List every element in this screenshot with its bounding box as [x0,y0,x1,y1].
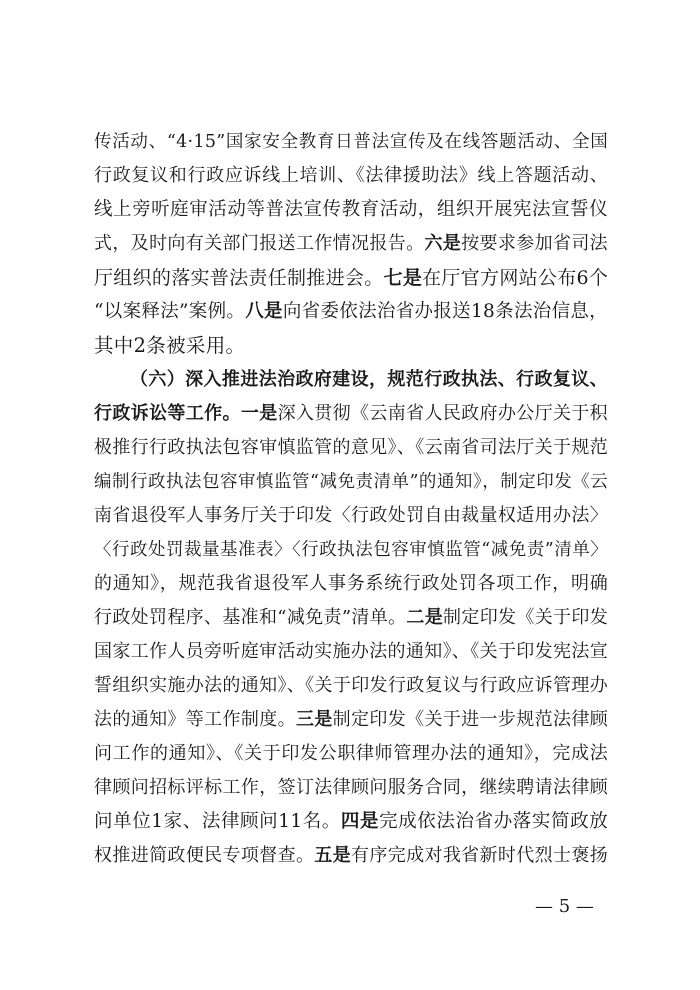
bold-marker: 八是 [245,301,283,322]
text-span: 的通知》，规范我省退役军人事务系统行政处罚各项工作，明确 [94,573,608,594]
text-span: 有序完成对我省新时代烈士褒扬 [351,845,608,866]
text-line [94,398,608,430]
text-span: 式，及时向有关部门报送工作情况报告。 [94,233,425,254]
text-line [94,636,608,668]
text-line [94,432,608,464]
text-line [94,806,608,838]
text-line [94,534,608,566]
bold-marker: 五是 [314,845,352,866]
text-span: 誓组织实施办法的通知》、《关于印发行政复议与行政应诉管理办 [94,675,608,696]
text-line [94,738,608,770]
text-span: 深入贯彻《云南省人民政府办公厅关于积 [277,403,608,424]
text-span: 在厅官方网站公布6个 [422,267,609,289]
text-span: 制定印发《关于印发 [443,607,608,628]
text-span: 向省委依法治省办报送18条法治信息， [282,301,608,322]
text-line [94,296,608,328]
text-line [94,602,608,634]
bold-marker: 一是 [240,403,278,424]
text-span: 完成依法治省办落实简政放 [379,811,608,832]
bold-marker: 六是 [424,233,462,254]
bold-marker: 四是 [340,811,380,832]
text-line [94,772,608,804]
text-line [94,228,608,260]
text-line [94,670,608,702]
text-span: 〈行政处罚裁量基准表〉〈行政执法包容审慎监管“减免责”清单〉 [94,540,608,560]
text-line [94,704,608,736]
text-span: 极推行行政执法包容审慎监管的意见》、《云南省司法厅关于规范 [94,437,608,458]
text-span: 国家工作人员旁听庭审活动实施办法的通知》、《关于印发宪法宣 [94,641,608,662]
text-span: 行政复议和行政应诉线上培训、《法律援助法》线上答题活动、 [94,165,608,186]
text-line [94,840,608,872]
text-span: 行政处罚程序、基准和“减免责”清单。 [94,607,407,628]
text-line [94,126,608,158]
text-line [94,160,608,192]
text-span: 编制行政执法包容审慎监管“减免责清单”的通知》，制定印发《云 [94,472,608,492]
text-span: 权推进简政便民专项督查。 [94,845,315,866]
page-number: — 5 — [535,896,594,917]
heading-text: 行政诉讼等工作。 [94,403,241,424]
text-line [94,466,608,498]
heading-text: （六）深入推进法治政府建设，规范行政执法、行政复议、 [130,369,608,390]
text-line [94,500,608,532]
text-span: 问工作的通知》、《关于印发公职律师管理办法的通知》，完成法 [94,743,608,764]
section-heading [130,364,608,396]
text-span: 南省退役军人事务厅关于印发〈行政处罚自由裁量权适用办法〉 [94,505,608,526]
text-span: 线上旁听庭审活动等普法宣传教育活动，组织开展宪法宣誓仪 [94,199,608,220]
text-span: 问单位1家、法律顾问11名。 [94,811,341,832]
text-span: 律顾问招标评标工作，签订法律顾问服务合同，继续聘请法律顾 [94,777,608,798]
text-span: 法的通知》等工作制度。 [94,709,296,730]
bold-marker: 二是 [406,607,444,628]
bold-marker: 七是 [383,267,423,289]
text-span: 传活动、“4·15”国家安全教育日普法宣传及在线答题活动、全国 [94,132,608,152]
text-line [94,262,608,294]
text-span: “以案释法”案例。 [94,301,246,322]
text-span: 其中2条被采用。 [94,334,246,357]
text-line [94,568,608,600]
bold-marker: 三是 [295,709,333,730]
text-line [94,330,608,362]
text-span: 厅组织的落实普法责任制推进会。 [94,267,384,289]
text-line [94,194,608,226]
text-span: 制定印发《关于进一步规范法律顾 [332,709,608,730]
text-span: 按要求参加省司法 [461,233,608,254]
